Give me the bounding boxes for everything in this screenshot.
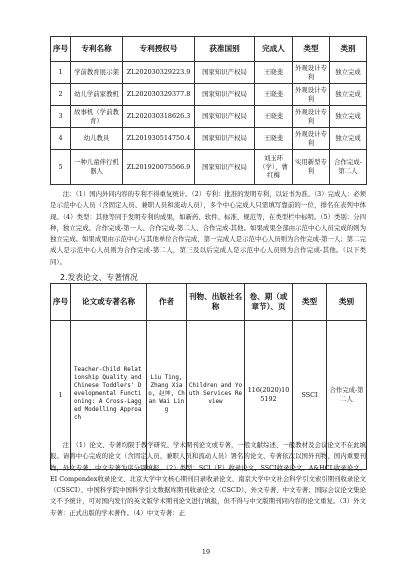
- table-cell: ZL202030329223.9: [123, 62, 195, 84]
- header-cell: 获准国别: [195, 37, 255, 62]
- notes-paragraph: 注：（1）论文、专著均限于教学研究、学术期刊论文或专著，一般文献综述、一般教材及会议论文不在此填报。请将中心完成的论文（含固定人员、兼职人员和流动人员）署名的论文、专著依次以国外刊物、国内重要刊物，外文专著、中文专著为序分别填报。（2）类型：SCI（E）收录论文、SSCI收录论文、A&HCL收录论文、EI Compendex收录论文、北京大学中文核心期刊目录收录论文、南京大学中文社会科学引文索引期刊收录论文（CSSCI）、中国科学院中国科学引文数据库期刊收录论文（CSCD）、外文专著、中文专著；国际会议论文集论文不予统计，可对国内发行的英文版学术期刊论文进行填报，但不得与中文版期刊同内容的论文重复。（3）外文专著：正式出版的学术著作。（4）中文专著：正: [50, 441, 366, 517]
- table-cell: 幼儿教具: [71, 128, 123, 150]
- table-cell: 幼儿学前家教机: [71, 84, 123, 106]
- notes-paragraph: 注：（1）国内外同内容的专利不得重复统计。（2）专利：批准的发明专利，以证书为准。（3）完成人：必须是示范中心人员（含固定人员、兼职人员和流动人员），多个中心完成人只需填写靠前的一位，排名在表列中体现。（4）类型：其他等同于发明专利的成果，如新药、软件、标准、规范等，在类型栏中标明。（5）类别：分四种，独立完成、合作完成-第一人、合作完成-第二人、合作完成-其他。如果成果全部由示范中心人员完成的则为独立完成。如果成果由示范中心与其他单位合作完成，第一完成人是示范中心人员则为合作完成-第一人；第二完成人是示范中心人员则为合作完成-第二人，第三及以后完成人是示范中心人员则为合作完成-其他。（以下类同）。: [50, 190, 366, 266]
- header-cell: 完成人: [255, 37, 293, 62]
- patent-table: [50, 36, 367, 185]
- header-cell: 专利名称: [71, 37, 123, 62]
- table-cell: 合作完成-第二人: [330, 150, 367, 185]
- table-cell: 独立完成: [330, 62, 367, 84]
- table-cell: 王晓斐: [255, 84, 293, 106]
- table-cell: 国家知识产权局: [195, 62, 255, 84]
- header-cell: 类别: [327, 284, 367, 321]
- table-cell: Teacher-Child Relationship Quality and Chinese Toddlers' Developmental Functioning: A Cross-Lagged Modelling Approach: [71, 321, 147, 470]
- table-cell: ZL202030329377.8: [123, 84, 195, 106]
- table-cell: 4: [51, 128, 71, 150]
- table-cell: 王晓斐: [255, 62, 293, 84]
- table-cell: ZL201920075566.9: [123, 150, 195, 185]
- table-row: [51, 84, 367, 106]
- table-cell: 王晓斐: [255, 106, 293, 128]
- table-cell: 国家知识产权局: [195, 84, 255, 106]
- table-cell: 2: [51, 84, 71, 106]
- table-cell: 国家知识产权局: [195, 150, 255, 185]
- table-cell: 1: [51, 321, 71, 470]
- table-cell: 故事机（学前教育）: [71, 106, 123, 128]
- table-cell: 国家知识产权局: [195, 128, 255, 150]
- table-cell: Liu Ting, Zhang Xiao, 赵坤, Chan Wai Ling: [147, 321, 187, 470]
- patent-notes: [50, 189, 366, 268]
- section-heading: 2.发表论文、专著情况: [60, 273, 138, 282]
- header-cell: 序号: [51, 37, 71, 62]
- table-cell: 外观设计专利: [293, 128, 330, 150]
- table-cell: Children and Youth Services Review: [187, 321, 245, 470]
- header-cell: 专利授权号: [123, 37, 195, 62]
- header-cell: 类型: [293, 37, 330, 62]
- paper-notes: [50, 440, 366, 519]
- header-cell: 序号: [51, 284, 71, 321]
- table-cell: ZL201930514750.4: [123, 128, 195, 150]
- paper-table-header: [51, 284, 367, 321]
- header-cell: 类别: [330, 37, 367, 62]
- table-cell: 外观设计专利: [293, 106, 330, 128]
- table-cell: 5: [51, 150, 71, 185]
- table-cell: 外观设计专利: [293, 84, 330, 106]
- table-cell: SSCI: [293, 321, 327, 470]
- table-cell: 外观设计专利: [293, 62, 330, 84]
- table-cell: 独立完成: [330, 128, 367, 150]
- table-row: [51, 62, 367, 84]
- table-cell: 刘玉环（学），曹红梅: [255, 150, 293, 185]
- table-cell: 独立完成: [330, 106, 367, 128]
- table-cell: 独立完成: [330, 84, 367, 106]
- table-cell: 实用新型专利: [293, 150, 330, 185]
- table-cell: 116(2020)105192: [245, 321, 293, 470]
- table-cell: 王晓斐: [255, 128, 293, 150]
- page-number: 19: [201, 548, 211, 556]
- header-cell: 卷、期（或章节）、页: [245, 284, 293, 321]
- table-cell: 学前教育展示架: [71, 62, 123, 84]
- table-row: [51, 128, 367, 150]
- table-cell: 合作完成-第二人: [327, 321, 367, 470]
- table-cell: ZL202030318626.3: [123, 106, 195, 128]
- table-cell: 3: [51, 106, 71, 128]
- header-cell: 作者: [147, 284, 187, 321]
- table-cell: 一种儿童伴行机器人: [71, 150, 123, 185]
- patent-table-header: [51, 37, 367, 62]
- table-row: [51, 106, 367, 128]
- header-cell: 类型: [293, 284, 327, 321]
- table-cell: 国家知识产权局: [195, 106, 255, 128]
- header-cell: 论文或专著名称: [71, 284, 147, 321]
- table-row: [51, 150, 367, 185]
- table-cell: 1: [51, 62, 71, 84]
- header-cell: 刊物、出版社名称: [187, 284, 245, 321]
